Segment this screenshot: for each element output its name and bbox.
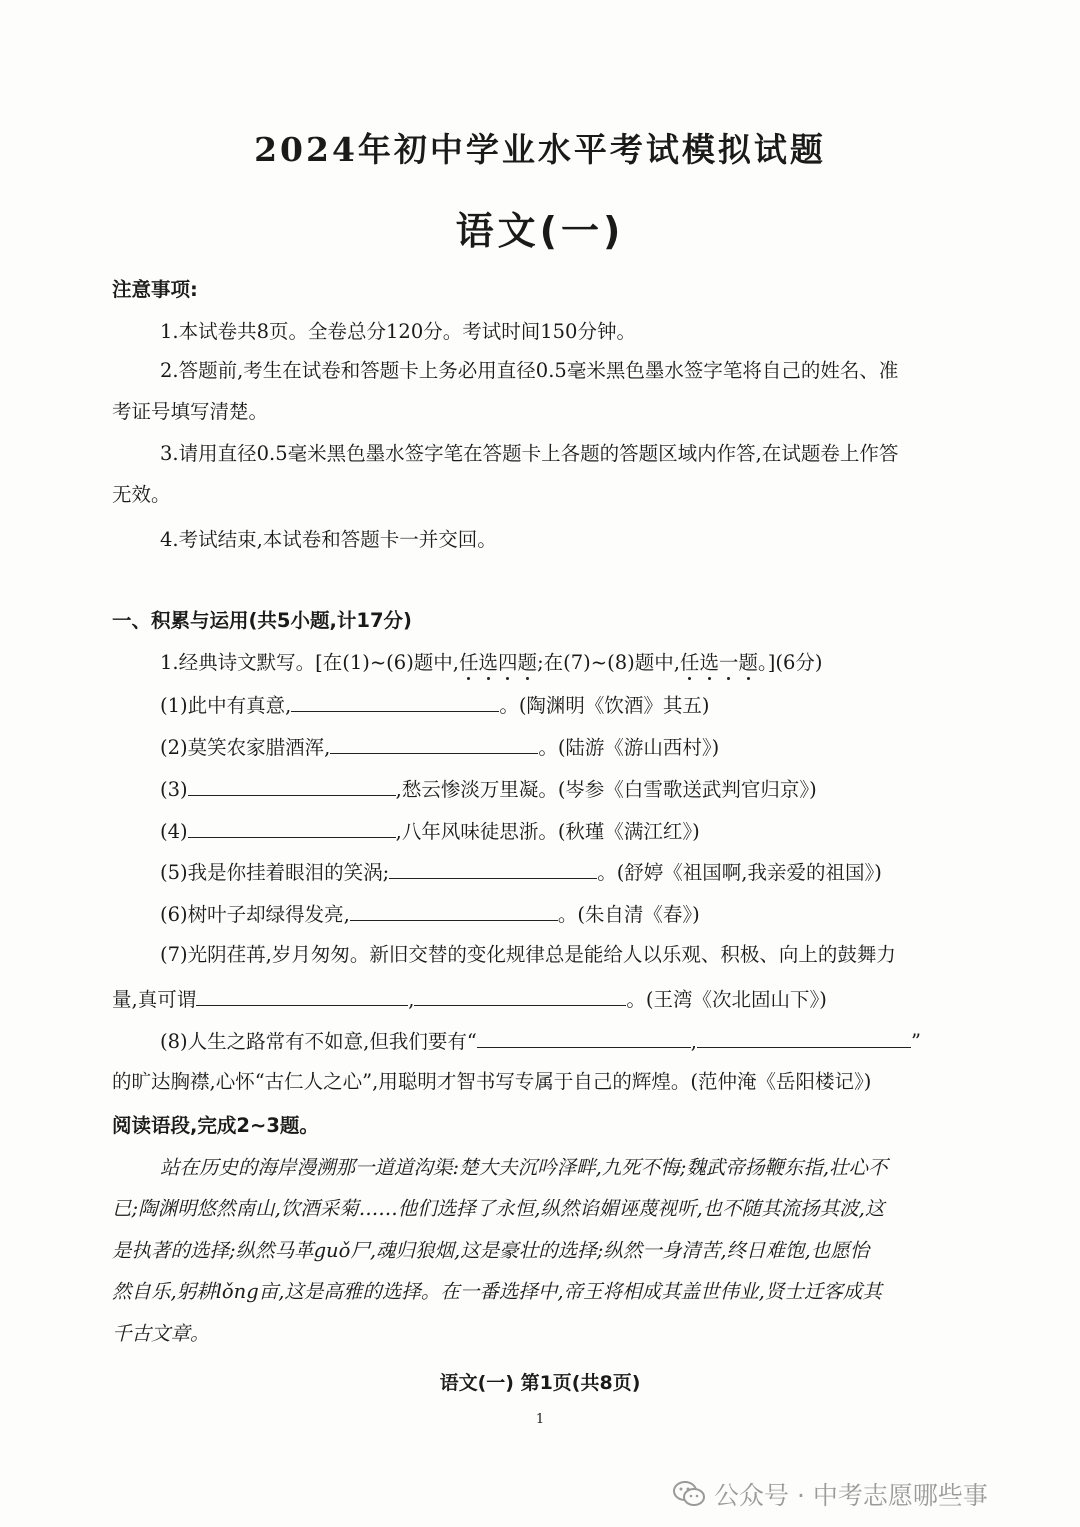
item-source: 。(陆游《游山西村》) bbox=[538, 736, 720, 759]
page-number: 1 bbox=[535, 1412, 545, 1427]
item-text: (2)莫笑农家腊酒浑, bbox=[160, 736, 331, 759]
item-text: , bbox=[408, 988, 415, 1011]
watermark bbox=[672, 1474, 1062, 1514]
answer-blank[interactable] bbox=[350, 898, 558, 921]
page-footer: 语文(一) 第1页(共8页) bbox=[439, 1372, 641, 1394]
item-text: (4) bbox=[160, 820, 188, 843]
answer-blank[interactable] bbox=[188, 815, 396, 838]
passage-line: 千古文章。 bbox=[112, 1322, 210, 1345]
passage-line: 然自乐,躬耕lǒng亩,这是高雅的选择。在一番选择中,帝王将相成其盖世伟业,贤士迁客成其 bbox=[112, 1280, 882, 1303]
q1-prefix: 1.经典诗文默写。[在(1)~(6)题中, bbox=[160, 651, 459, 674]
emphasis-char: 任 bbox=[679, 651, 700, 674]
notice-item-3-cont: 无效。 bbox=[112, 483, 171, 506]
exam-subtitle: 语文(一) bbox=[455, 209, 625, 253]
watermark-text: 公众号 · 中考志愿哪些事 bbox=[714, 1481, 988, 1510]
notice-item-2-cont: 考证号填写清楚。 bbox=[112, 400, 269, 423]
item-7: (7)光阴荏苒,岁月匆匆。新旧交替的变化规律总是能给人以乐观、积极、向上的鼓舞力 bbox=[160, 943, 896, 966]
passage-line: 站在历史的海岸漫溯那一道道沟渠:楚大夫沉吟泽畔,九死不悔;魏武帝扬鞭东指,壮心不 bbox=[160, 1156, 888, 1179]
passage-line: 是执著的选择;纵然马革guǒ尸,魂归狼烟,这是豪壮的选择;纵然一身清苦,终日难饱,也愿怡 bbox=[112, 1239, 870, 1262]
emphasis-char: 选 bbox=[699, 651, 719, 674]
item-text: (5)我是你挂着眼泪的笑涡; bbox=[160, 861, 390, 884]
notice-item-3: 3.请用直径0.5毫米黑色墨水签字笔在答题卡上各题的答题区域内作答,在试题卷上作答 bbox=[160, 442, 899, 465]
item-text: (6)树叶子却绿得发亮, bbox=[160, 903, 350, 926]
item-2 bbox=[160, 731, 982, 763]
notice-heading: 注意事项: bbox=[112, 278, 198, 301]
answer-blank[interactable] bbox=[414, 983, 626, 1006]
emphasis-char: 任 bbox=[459, 651, 479, 674]
question-1-stem bbox=[160, 648, 982, 678]
item-source: 。(朱自清《春》) bbox=[557, 903, 700, 926]
item-8-cont: 的旷达胸襟,心怀“古仁人之心”,用聪明才智书写专属于自己的辉煌。(范仲淹《岳阳楼记》) bbox=[112, 1070, 872, 1093]
emphasis-char: 题 bbox=[517, 651, 538, 674]
item-3 bbox=[160, 773, 982, 805]
answer-blank[interactable] bbox=[196, 983, 408, 1006]
emphasis-char: 四 bbox=[498, 651, 518, 674]
q1-suffix: 。](6分) bbox=[757, 651, 823, 674]
emphasis-char: 选 bbox=[478, 651, 499, 674]
item-source: 。(王湾《次北固山下》) bbox=[626, 988, 827, 1011]
item-text: (3) bbox=[160, 778, 188, 801]
answer-blank[interactable] bbox=[291, 689, 499, 712]
passage-line: 已;陶渊明悠然南山,饮酒采菊……他们选择了永恒,纵然谄媚诬蔑视听,也不随其流扬其波,这 bbox=[112, 1197, 885, 1220]
item-text: (8)人生之路常有不如意,但我们要有“ bbox=[160, 1030, 477, 1053]
section-heading: 一、积累与运用(共5小题,计17分) bbox=[112, 609, 412, 632]
wechat-icon bbox=[672, 1479, 706, 1509]
item-7-cont bbox=[112, 983, 982, 1015]
answer-blank[interactable] bbox=[389, 856, 597, 879]
item-text: ” bbox=[911, 1030, 921, 1053]
item-text: 量,真可谓 bbox=[112, 988, 197, 1011]
item-source: 。(陶渊明《饮酒》其五) bbox=[499, 694, 710, 717]
notice-item-2: 2.答题前,考生在试卷和答题卡上务必用直径0.5毫米黑色墨水签字笔将自己的姓名、准 bbox=[160, 359, 899, 382]
emphasis-char: 一 bbox=[718, 651, 739, 674]
answer-blank[interactable] bbox=[330, 731, 538, 754]
item-source: ,八年风味徒思浙。(秋瑾《满江红》) bbox=[395, 820, 700, 843]
item-source: 。(舒婷《祖国啊,我亲爱的祖国》) bbox=[597, 861, 882, 884]
item-6 bbox=[160, 898, 982, 930]
answer-blank[interactable] bbox=[477, 1025, 691, 1048]
item-text: , bbox=[690, 1030, 697, 1053]
q1-mid: ;在(7)~(8)题中, bbox=[537, 651, 680, 674]
notice-item-4: 4.考试结束,本试卷和答题卡一并交回。 bbox=[160, 528, 497, 551]
item-text: (1)此中有真意, bbox=[160, 694, 292, 717]
item-8 bbox=[160, 1025, 982, 1057]
item-5 bbox=[160, 856, 982, 888]
notice-item-1: 1.本试卷共8页。全卷总分120分。考试时间150分钟。 bbox=[160, 320, 636, 343]
exam-title: 2024年初中学业水平考试模拟试题 bbox=[254, 130, 826, 169]
reading-heading: 阅读语段,完成2~3题。 bbox=[112, 1114, 319, 1137]
item-4 bbox=[160, 815, 982, 847]
item-source: ,愁云惨淡万里凝。(岑参《白雪歌送武判官归京》) bbox=[395, 778, 817, 801]
emphasis-char: 题 bbox=[738, 651, 758, 674]
answer-blank[interactable] bbox=[697, 1025, 911, 1048]
answer-blank[interactable] bbox=[188, 773, 396, 796]
item-1 bbox=[160, 689, 982, 721]
